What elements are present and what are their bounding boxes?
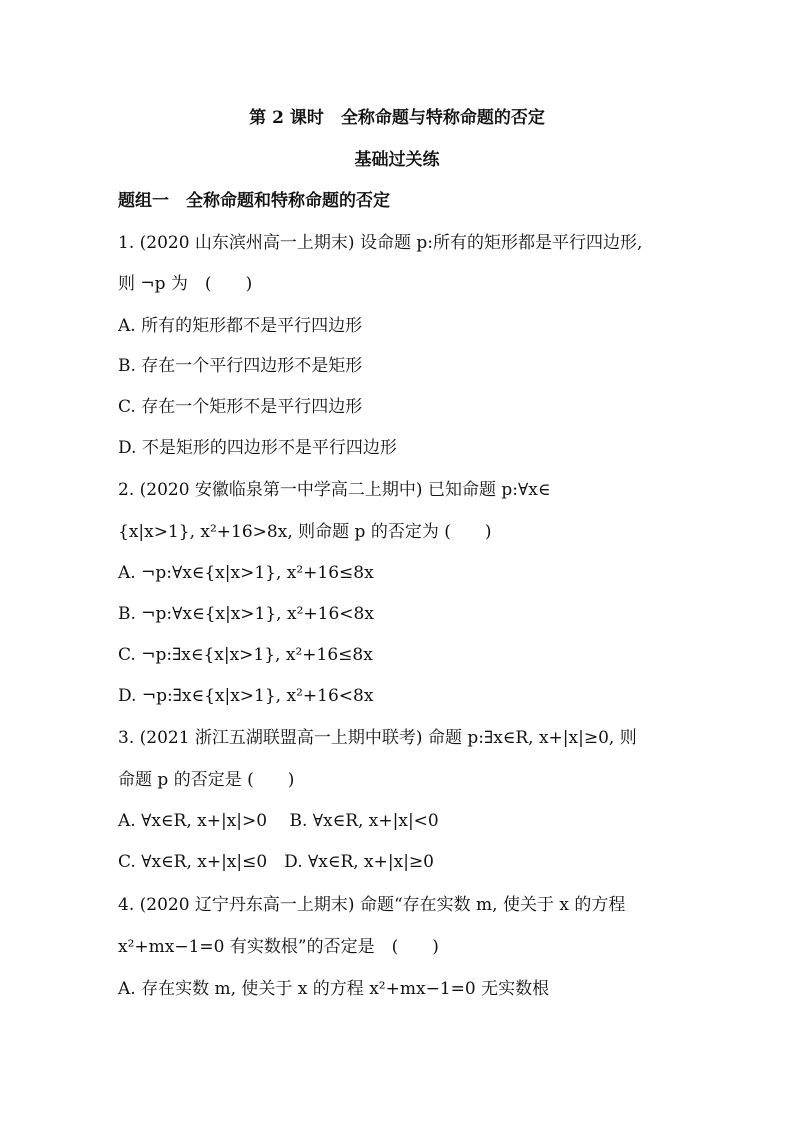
question-3-options-row-2: C. ∀x∈R, x+|x|≤0 D. ∀x∈R, x+|x|≥0 bbox=[118, 852, 434, 872]
page-title: 第 2 课时 全称命题与特称命题的否定 bbox=[249, 108, 545, 128]
question-2-option-d: D. ¬p:∃x∈{x|x>1}, x²+16<8x bbox=[118, 686, 374, 706]
question-2-option-b: B. ¬p:∀x∈{x|x>1}, x²+16<8x bbox=[118, 604, 374, 624]
question-3-line-2: 命题 p 的否定是 ( ) bbox=[118, 770, 295, 790]
question-1-option-d: D. 不是矩形的四边形不是平行四边形 bbox=[118, 438, 397, 458]
question-4-line-2: x²+mx−1=0 有实数根”的否定是 ( ) bbox=[118, 937, 439, 957]
group-title: 题组一 全称命题和特称命题的否定 bbox=[118, 191, 390, 211]
question-2-line-2: {x|x>1}, x²+16>8x, 则命题 p 的否定为 ( ) bbox=[118, 522, 492, 542]
question-4-line-1: 4. (2020 辽宁丹东高一上期末) 命题“存在实数 m, 使关于 x 的方程 bbox=[118, 895, 626, 915]
question-1-option-c: C. 存在一个矩形不是平行四边形 bbox=[118, 397, 363, 417]
question-3-options-row-1: A. ∀x∈R, x+|x|>0 B. ∀x∈R, x+|x|<0 bbox=[118, 811, 439, 831]
question-3-line-1: 3. (2021 浙江五湖联盟高一上期中联考) 命题 p:∃x∈R, x+|x|≥0, 则 bbox=[118, 728, 637, 748]
page-subtitle: 基础过关练 bbox=[354, 150, 440, 170]
question-1-line-2: 则 ¬p 为 ( ) bbox=[118, 274, 253, 294]
question-2-line-1: 2. (2020 安徽临泉第一中学高二上期中) 已知命题 p:∀x∈ bbox=[118, 480, 551, 500]
question-1-option-a: A. 所有的矩形都不是平行四边形 bbox=[118, 316, 363, 336]
question-1-option-b: B. 存在一个平行四边形不是矩形 bbox=[118, 356, 363, 376]
question-2-option-c: C. ¬p:∃x∈{x|x>1}, x²+16≤8x bbox=[118, 645, 373, 665]
question-2-option-a: A. ¬p:∀x∈{x|x>1}, x²+16≤8x bbox=[118, 563, 374, 583]
question-1-line-1: 1. (2020 山东滨州高一上期末) 设命题 p:所有的矩形都是平行四边形, bbox=[118, 233, 643, 253]
question-4-option-a: A. 存在实数 m, 使关于 x 的方程 x²+mx−1=0 无实数根 bbox=[118, 979, 550, 999]
